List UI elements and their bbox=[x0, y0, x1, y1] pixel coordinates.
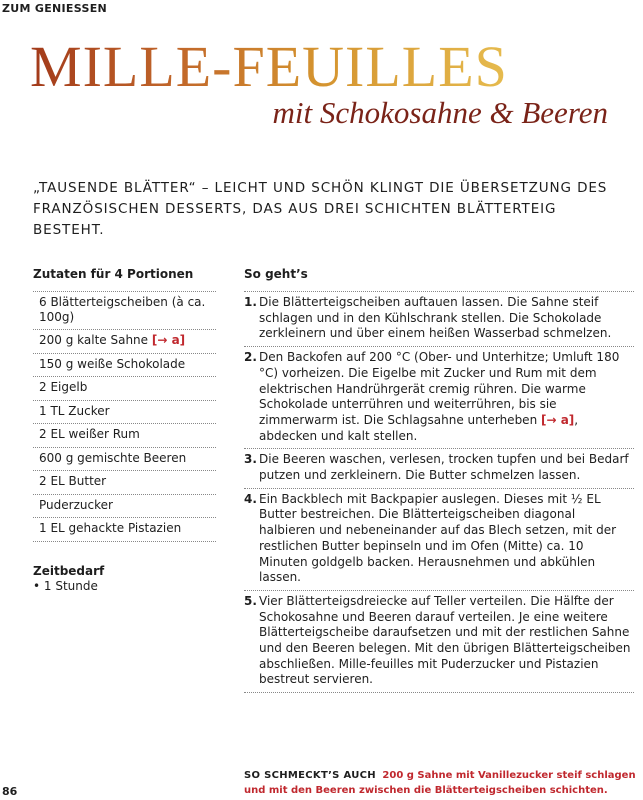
recipe-title: MILLE-FEUILLES bbox=[30, 34, 508, 99]
tip-label: SO SCHMECKT’S AUCH bbox=[244, 770, 376, 781]
step-number: 5. bbox=[244, 593, 257, 608]
step-text-main: Den Backofen auf 200 °C (Ober- und Unterhitze; Umluft 180 °C) vorheizen. Die Eigelbe mit Zucker und Rum mit dem elektrischen Handrührgerät cremig rühren. Die warme Schokolade unterrühren und weiterrühren, bis sie zimmerwarm ist. Die Schlagsahne unterheben bbox=[259, 350, 620, 427]
ingredient-text: 150 g weiße Schokolade bbox=[39, 356, 186, 371]
recipe-subtitle: mit Schokosahne & Beeren bbox=[272, 95, 608, 130]
step-text-main: Die Beeren waschen, verlesen, trocken tupfen und bei Bedarf putzen und zerkleinern. Die Butter schmelzen lassen. bbox=[259, 452, 629, 483]
intro-text: „TAUSENDE BLÄTTER“ – LEICHT UND SCHÖN KLINGT DIE ÜBERSETZUNG DES FRANZÖSISCHEN DESSERTS, DAS AUS DREI SCHICHTEN BLÄTTERTEIG BESTEHT. bbox=[33, 180, 608, 238]
ingredient-item bbox=[33, 424, 216, 448]
ingredients-heading: Zutaten für 4 Portionen bbox=[33, 267, 194, 281]
ingredient-text: 1 EL gehackte Pistazien bbox=[39, 521, 182, 535]
step-item bbox=[244, 347, 634, 449]
step-number: 3. bbox=[244, 452, 257, 467]
tip-box bbox=[244, 768, 639, 798]
ingredients-list bbox=[33, 291, 216, 542]
ingredient-text: Puderzucker bbox=[39, 497, 113, 512]
step-text bbox=[259, 492, 634, 586]
ingredient-text: 1 TL Zucker bbox=[39, 403, 110, 418]
step-item bbox=[244, 292, 634, 347]
ingredient-item bbox=[33, 330, 216, 354]
step-number: 4. bbox=[244, 491, 257, 506]
tip-text: 200 g Sahne mit Vanillezucker steif schlagen und mit den Beeren zwischen die Blätterteigscheiben schichten. bbox=[244, 770, 636, 796]
cross-reference-link[interactable]: [→ a] bbox=[540, 412, 575, 427]
ingredient-item bbox=[33, 495, 216, 519]
time-value: • 1 Stunde bbox=[33, 579, 98, 593]
ingredient-item bbox=[33, 448, 216, 472]
ingredient-item bbox=[33, 354, 216, 378]
ingredient-text: 2 Eigelb bbox=[39, 380, 88, 394]
ingredient-text: 600 g gemischte Beeren bbox=[39, 450, 187, 465]
section-label: ZUM GENIESSEN bbox=[2, 2, 108, 15]
ingredient-text: 2 EL Butter bbox=[39, 474, 107, 488]
ingredient-item bbox=[33, 292, 216, 330]
step-number: 2. bbox=[244, 350, 257, 365]
step-text bbox=[259, 350, 634, 444]
ingredient-item bbox=[33, 401, 216, 425]
ingredient-item bbox=[33, 471, 216, 495]
ingredient-text: 6 Blätterteigscheiben (à ca. 100g) bbox=[39, 295, 206, 324]
step-text bbox=[259, 452, 634, 483]
ingredient-item bbox=[33, 377, 216, 401]
ingredient-text: 200 g kalte Sahne bbox=[39, 333, 152, 347]
step-text-main: Die Blätterteigscheiben auftauen lassen. Die Sahne steif schlagen und in den Kühlschrank stellen. Die Schokolade zerkleinern und über einem heißen Wasserbad schmelzen. bbox=[259, 295, 612, 341]
step-item bbox=[244, 449, 634, 488]
ingredient-text: 2 EL weißer Rum bbox=[39, 427, 140, 441]
steps-list bbox=[244, 291, 634, 693]
cross-reference-link[interactable]: [→ a] bbox=[151, 333, 186, 347]
step-text-main: Ein Backblech mit Backpapier auslegen. Dieses mit ½ EL Butter bestreichen. Die Blätterteigscheiben diagonal halbieren und nebeneinander auf das Blech setzen, mit der restlichen Butter bepinseln und im Ofen (Mitte) ca. 10 Minuten goldgelb backen. Herausnehmen und abkühlen lassen. bbox=[259, 491, 617, 585]
step-item bbox=[244, 489, 634, 591]
time-heading: Zeitbedarf bbox=[33, 564, 105, 578]
step-number: 1. bbox=[244, 295, 257, 309]
ingredient-item bbox=[33, 518, 216, 542]
page-number: 86 bbox=[2, 785, 18, 798]
step-text-after: , abdecken und kalt stellen. bbox=[259, 412, 579, 443]
step-text bbox=[259, 295, 634, 342]
step-text bbox=[259, 594, 634, 688]
step-item bbox=[244, 591, 634, 693]
steps-heading: So geht’s bbox=[244, 267, 308, 281]
step-text-main: Vier Blätterteigsdreiecke auf Teller verteilen. Die Hälfte der Schokosahne und Beeren darauf verteilen. Je eine weitere Blätterteigscheibe daraufsetzen und mit der restlichen Sahne und den Beeren belegen. Mit den übrigen Blätterteigscheiben abschließen. Mille-feuilles mit Puderzucker und Pistazien bestreut servieren. bbox=[259, 593, 631, 687]
